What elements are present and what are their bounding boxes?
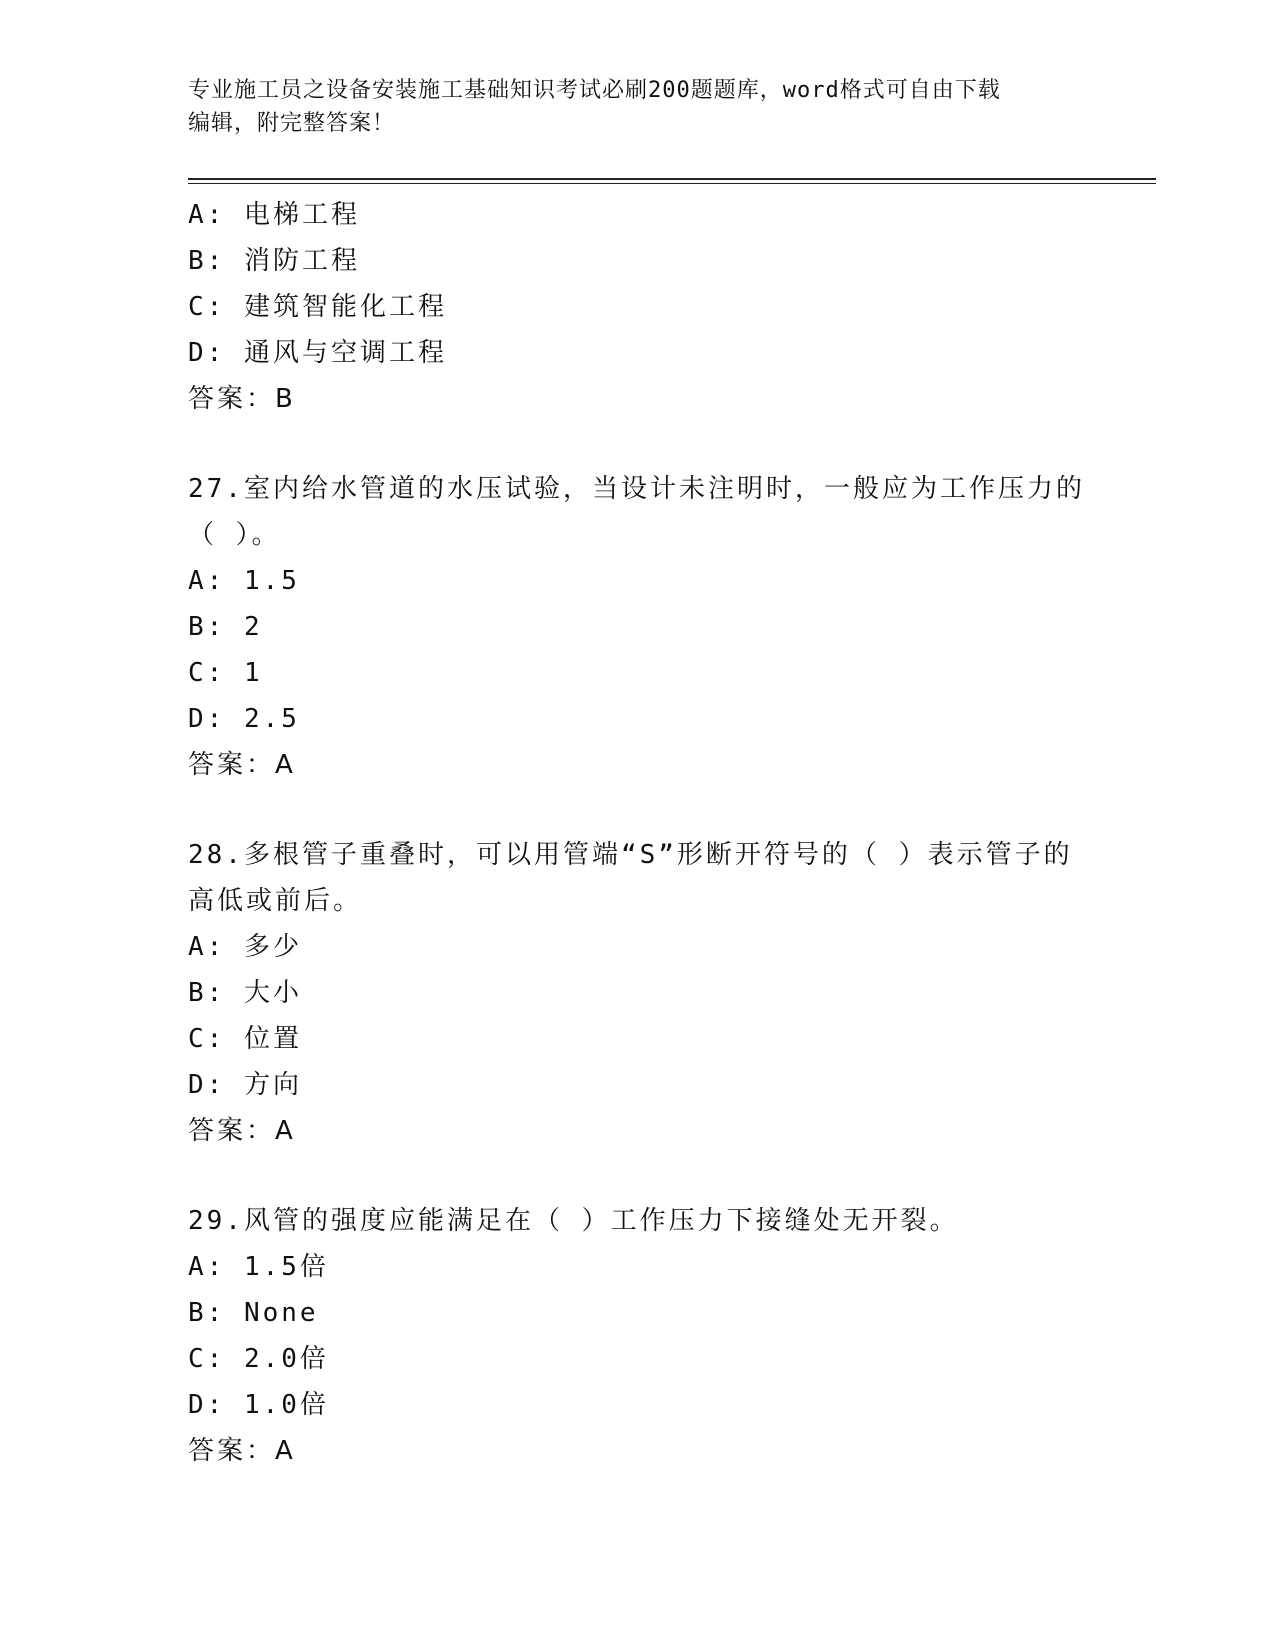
question-text-line-2: 高低或前后。 [188,886,363,916]
option-b: B: 2 [188,612,263,642]
answer-label: 答案： [188,384,276,414]
answer-line [188,1428,1088,1474]
option-a: A: 1.5 [188,566,300,596]
question-text-line-1: 29.风管的强度应能满足在（ ）工作压力下接缝处无开裂。 [188,1206,959,1236]
answer-line [188,742,1088,788]
answer-label: 答案： [188,1436,276,1466]
question-block-26 [188,192,1088,422]
option-d: D: 方向 [188,1070,302,1100]
option-c: C: 位置 [188,1024,302,1054]
option-c: C: 建筑智能化工程 [188,292,447,322]
header-divider-thick [188,178,1156,180]
question-text-line-1: 27.室内给水管道的水压试验，当设计未注明时，一般应为工作压力的 [188,474,1085,504]
header-line-1: 专业施工员之设备安装施工基础知识考试必刷200题题库，word格式可自由下载 [188,78,1001,103]
option-d: D: 1.0倍 [188,1390,329,1420]
option-c: C: 1 [188,658,263,688]
header-line-2: 编辑，附完整答案！ [188,111,396,136]
option-b: B: 大小 [188,978,302,1008]
document-header [188,74,1088,140]
option-a: A: 多少 [188,932,302,962]
question-list [188,192,1088,1474]
option-b: B: None [188,1298,319,1328]
answer-label: 答案： [188,750,276,780]
question-text-line-1: 28.多根管子重叠时，可以用管端“S”形断开符号的（ ）表示管子的 [188,840,1073,870]
answer-value: B [275,384,295,414]
option-a: A: 1.5倍 [188,1252,329,1282]
question-text-line-2: （ ）。 [188,520,281,550]
answer-label: 答案： [188,1116,276,1146]
answer-value: A [275,750,295,780]
question-block-29 [188,1198,1088,1474]
answer-value: A [275,1436,295,1466]
option-d: D: 2.5 [188,704,300,734]
option-d: D: 通风与空调工程 [188,338,447,368]
question-block-27 [188,466,1088,788]
header-divider-thin [188,183,1156,184]
question-block-28 [188,832,1088,1154]
answer-value: A [275,1116,295,1146]
option-b: B: 消防工程 [188,246,360,276]
option-c: C: 2.0倍 [188,1344,329,1374]
answer-line [188,376,1088,422]
answer-line [188,1108,1088,1154]
option-a: A: 电梯工程 [188,200,360,230]
